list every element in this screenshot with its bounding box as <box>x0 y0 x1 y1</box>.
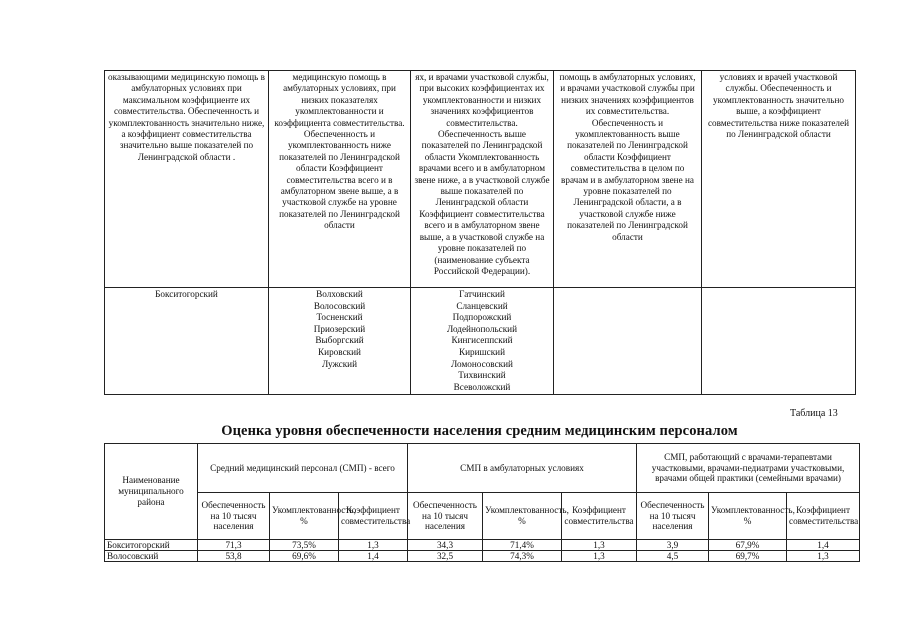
value-cell: 71,3 <box>198 540 270 551</box>
district-name: Ломоносовский <box>451 358 513 369</box>
value-cell: 34,3 <box>408 540 483 551</box>
district-name: Кировский <box>318 346 361 357</box>
classification-description: ях, и врачами участковой службы, при высоких коэффициентах их укомплектованности и низких значениях коэффициентов совместительства. Обеспеченность выше показателей по Ленинградской области Укомплектованность врачами всего и в амбулаторном звене ниже, а в участковой службе выше показателей по Ленинградской области Коэффициент совместительства всего и в амбулаторном звене выше, а в участковой службе на уровне показателей по (наименование субъекта Российской Федерации). <box>411 71 554 288</box>
municipal-district-header: Наименование муниципального района <box>105 444 198 540</box>
district-name: Сланцевский <box>456 300 508 311</box>
district-name: Выборгский <box>315 335 364 346</box>
district-name: Всеволожский <box>453 381 511 392</box>
district-cell: Бокситогорский <box>105 540 198 551</box>
column-header: Укомплектованность, % <box>483 493 562 540</box>
value-cell: 1,3 <box>339 540 408 551</box>
district-list-empty <box>702 288 856 395</box>
district-name: Кингисеппский <box>451 335 513 346</box>
value-cell: 73,5% <box>270 540 339 551</box>
value-cell: 74,3% <box>483 551 562 562</box>
column-header: Коэффициент совместительства <box>339 493 408 540</box>
column-header: Обеспеченность на 10 тысяч населения <box>637 493 709 540</box>
district-name: Лужский <box>321 358 358 369</box>
value-cell: 1,4 <box>787 540 860 551</box>
group-header-smp-total: Средний медицинский персонал (СМП) - всего <box>198 444 408 493</box>
table-title: Оценка уровня обеспеченности населения средним медицинским персоналом <box>221 423 738 439</box>
value-cell: 1,4 <box>339 551 408 562</box>
column-header: Укомплектованность, % <box>709 493 787 540</box>
classification-continuation-table <box>104 70 856 395</box>
group-header-smp-district-service: СМП, работающий с врачами-терапевтами участковыми, врачами-педиатрами участковыми, врачами общей практики (семейными врачами) <box>637 444 860 493</box>
value-cell: 1,3 <box>562 551 637 562</box>
value-cell: 71,4% <box>483 540 562 551</box>
classification-description: медицинскую помощь в амбулаторных условиях, при низких показателях укомплектованности и коэффициента совместительства. Обеспеченность и укомплектованность ниже показателей по Ленинградской области Коэффициент совместительства всего и в амбулаторном звене выше, а в участковой службе на уровне показателей по Ленинградской области <box>269 71 411 288</box>
classification-description: условиях и врачей участковой службы. Обеспеченность и укомплектованность значительно выше, а коэффициент совместительства ниже показателей по Ленинградской области <box>702 71 856 288</box>
column-header: Коэффициент совместительства <box>562 493 637 540</box>
column-header: Укомплектованность, % <box>270 493 339 540</box>
district-name: Лодейнопольский <box>446 323 518 334</box>
district-name: Волосовский <box>313 300 366 311</box>
value-cell: 1,3 <box>562 540 637 551</box>
value-cell: 69,7% <box>709 551 787 562</box>
district-name: Подпорожский <box>452 312 512 323</box>
district-name: Тихвинский <box>458 370 506 381</box>
district-list <box>269 288 411 395</box>
table-number: Таблица 13 <box>790 408 838 419</box>
value-cell: 32,5 <box>408 551 483 562</box>
column-header: Коэффициент совместительства <box>787 493 860 540</box>
value-cell: 3,9 <box>637 540 709 551</box>
district-name: Гатчинский <box>459 289 505 299</box>
table-row <box>105 551 860 562</box>
district-name: Приозерский <box>313 323 366 334</box>
district-name: Волховский <box>316 289 363 299</box>
column-header: Обеспеченность на 10 тысяч населения <box>408 493 483 540</box>
nursing-staff-table <box>104 443 860 562</box>
value-cell: 67,9% <box>709 540 787 551</box>
table-row <box>105 540 860 551</box>
classification-description: помощь в амбулаторных условиях, и врачами участковой службы при низких значениях коэффициентов их совместительства. Обеспеченность и укомплектованность выше показателей по Ленинградской области Коэффициент совместительства в целом по врачам и в амбулаторном звене на уровне показателей по Ленинградской области, а в участковой службе ниже показателей по Ленинградской области <box>554 71 702 288</box>
value-cell: 1,3 <box>787 551 860 562</box>
district-name: Киришский <box>458 346 505 357</box>
value-cell: 4,5 <box>637 551 709 562</box>
classification-description: оказывающими медицинскую помощь в амбулаторных условиях при максимальном коэффициенте их совместительства. Обеспеченность и укомплектованность значительно ниже, а коэффициент совместительства значительно выше показателей по Ленинградской области . <box>105 71 269 288</box>
group-header-smp-outpatient: СМП в амбулаторных условиях <box>408 444 637 493</box>
district-list <box>411 288 554 395</box>
value-cell: 53,8 <box>198 551 270 562</box>
value-cell: 69,6% <box>270 551 339 562</box>
district-cell: Волосовский <box>105 551 198 562</box>
district-list <box>105 288 269 395</box>
district-list-empty <box>554 288 702 395</box>
column-header: Обеспеченность на 10 тысяч населения <box>198 493 270 540</box>
district-name: Бокситогорский <box>155 289 218 299</box>
district-name: Тосненский <box>316 312 363 323</box>
